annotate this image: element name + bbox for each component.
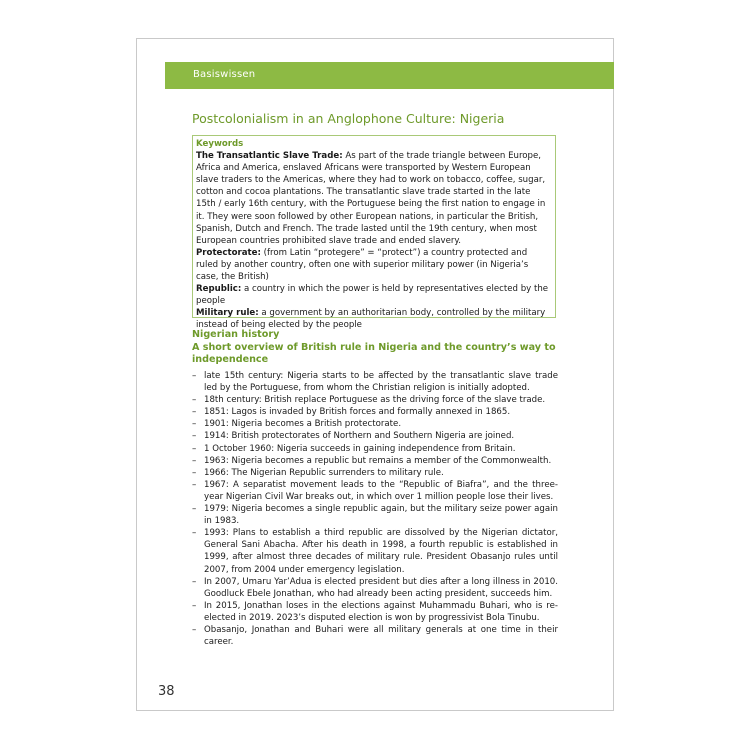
list-item-text: 1 October 1960: Nigeria succeeds in gaining independence from Britain. bbox=[204, 443, 516, 454]
history-list bbox=[192, 370, 558, 648]
keyword-definition: As part of the trade triangle between Europe, Africa and America, enslaved Africans were transported by Western European slave traders to the Americas, where they had to work on tobacco, coffee, sugar, cotton and cocoa plantations. The transatlantic slave trade started in the late 15th / early 16th century, with the Portuguese being the first nation to engage in it. They were soon followed by other European nations, in particular the British, Spanish, Dutch and French. The trade lasted until the 19th century, when most European countries prohibited slave trade and ended slavery. bbox=[196, 151, 546, 246]
list-bullet: – bbox=[192, 467, 197, 478]
page-number: 38 bbox=[158, 684, 175, 699]
list-bullet: – bbox=[192, 528, 197, 539]
keyword-term: Protectorate: bbox=[196, 247, 261, 258]
list-bullet: – bbox=[192, 624, 197, 635]
list-item bbox=[192, 467, 558, 479]
keyword-entry bbox=[196, 150, 552, 247]
list-item bbox=[192, 503, 558, 527]
list-bullet: – bbox=[192, 419, 197, 430]
band-label: Basiswissen bbox=[193, 69, 256, 80]
list-bullet: – bbox=[192, 576, 197, 587]
keyword-term: Republic: bbox=[196, 284, 242, 295]
list-bullet: – bbox=[192, 395, 197, 406]
list-item-text: 1851: Lagos is invaded by British forces and formally annexed in 1865. bbox=[204, 407, 511, 418]
history-section-heading bbox=[192, 329, 562, 367]
list-bullet: – bbox=[192, 371, 197, 381]
list-item bbox=[192, 370, 558, 394]
history-heading: Nigerian history bbox=[192, 329, 280, 340]
list-item-text: 1979: Nigeria becomes a single republic again, but the military seize power again in 1983. bbox=[204, 504, 558, 527]
list-item-text: In 2015, Jonathan loses in the elections against Muhammadu Buhari, who is re-elected in 2019. 2023’s disputed election is won by progressivist Bola Tinubu. bbox=[204, 600, 558, 623]
keyword-entry bbox=[196, 247, 552, 283]
list-item-text: 1967: A separatist movement leads to the “Republic of Biafra”, and the three-year Nigerian Civil War breaks out, in which over 1 million people lose their lives. bbox=[204, 479, 558, 502]
list-item-text: 1966: The Nigerian Republic surrenders to military rule. bbox=[204, 467, 444, 478]
page-title: Postcolonialism in an Anglophone Culture: Nigeria bbox=[192, 111, 505, 126]
list-item-text: 1993: Plans to establish a third republic are dissolved by the Nigerian dictator, General Sani Abacha. After his death in 1998, a fourth republic is established in 1999, after almost three decades of military rule. President Obasanjo rules until 2007, from 2004 under emergency legislation. bbox=[204, 528, 558, 575]
list-item bbox=[192, 624, 558, 648]
keyword-term: The Transatlantic Slave Trade: bbox=[196, 151, 343, 162]
keyword-definition: a country in which the power is held by representatives elected by the people bbox=[196, 284, 549, 307]
list-item bbox=[192, 600, 558, 624]
list-item-text: 1963: Nigeria becomes a republic but remains a member of the Commonwealth. bbox=[204, 455, 552, 466]
list-item-text: 1901: Nigeria becomes a British protectorate. bbox=[204, 419, 402, 430]
list-item-text: In 2007, Umaru Yar’Adua is elected president but dies after a long illness in 2010. Goodluck Ebele Jonathan, who had already been acting president, succeeds him. bbox=[204, 576, 558, 599]
list-bullet: – bbox=[192, 443, 197, 454]
list-item bbox=[192, 443, 558, 455]
list-item-text: 18th century: British replace Portuguese as the driving force of the slave trade. bbox=[204, 395, 546, 406]
list-bullet: – bbox=[192, 431, 197, 442]
list-bullet: – bbox=[192, 600, 197, 611]
list-item-text: late 15th century: Nigeria starts to be affected by the transatlantic slave trade led by the Portuguese, from whom the Christian religion is initially adopted. bbox=[204, 371, 558, 394]
list-item bbox=[192, 406, 558, 418]
list-bullet: – bbox=[192, 479, 197, 490]
list-bullet: – bbox=[192, 455, 197, 466]
list-item-text: 1914: British protectorates of Northern and Southern Nigeria are joined. bbox=[204, 431, 515, 442]
keywords-heading: Keywords bbox=[196, 139, 244, 149]
list-item bbox=[192, 479, 558, 503]
list-item-text: Obasanjo, Jonathan and Buhari were all military generals at one time in their career. bbox=[204, 624, 558, 648]
list-bullet: – bbox=[192, 504, 197, 515]
keyword-definition: a government by an authoritarian body, controlled by the military instead of being elected by the people bbox=[196, 308, 546, 331]
keyword-entry bbox=[196, 283, 552, 307]
keyword-term: Military rule: bbox=[196, 308, 259, 319]
list-item bbox=[192, 576, 558, 600]
list-bullet: – bbox=[192, 407, 197, 418]
list-item bbox=[192, 527, 558, 575]
list-item bbox=[192, 455, 558, 467]
list-item bbox=[192, 394, 558, 406]
list-item bbox=[192, 418, 558, 430]
keywords-box bbox=[192, 135, 556, 331]
keyword-entry bbox=[196, 307, 552, 331]
history-subheading: A short overview of British rule in Nigeria and the country’s way to independence bbox=[192, 341, 556, 366]
keyword-definition: (from Latin “protegere” = “protect”) a country protected and ruled by another country, often one with superior military power (in Nigeria’s case, the British) bbox=[196, 247, 529, 283]
list-item bbox=[192, 430, 558, 442]
section-band bbox=[165, 62, 614, 89]
